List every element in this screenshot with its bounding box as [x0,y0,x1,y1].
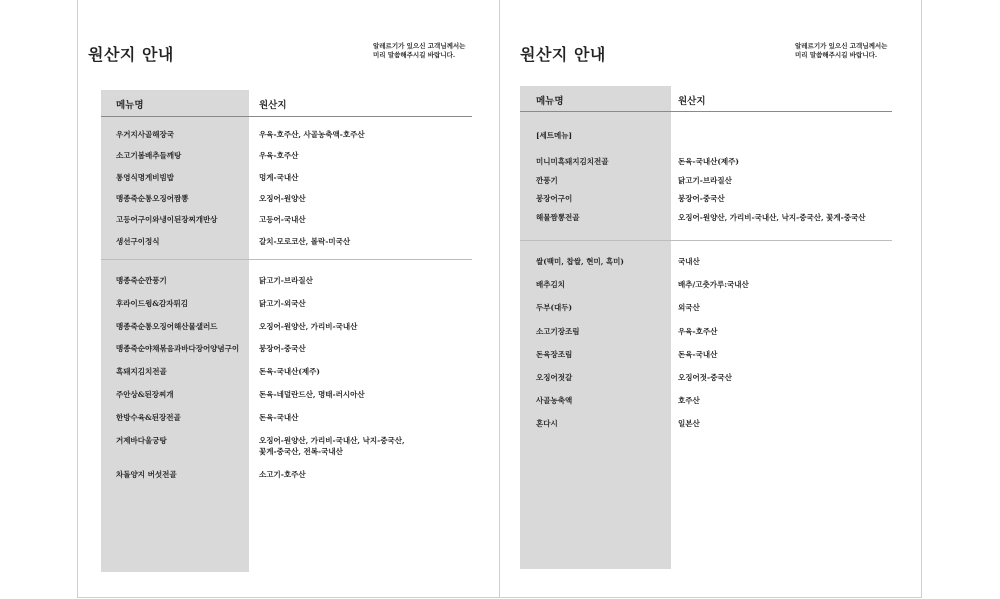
origin-text [678,256,700,267]
origin-column-header: 원산지 [678,96,706,107]
right-page [500,0,921,598]
menu-name: 배추김치 [536,280,565,290]
origin-line: 우육-호주산, 사골농축액-호주산 [259,130,365,139]
origin-line: 돈육-국내산 [259,412,299,422]
origin-line: 붕장어-중국산 [259,344,306,354]
origin-text [259,412,298,423]
origin-line: 호주산 [678,396,700,406]
header-divider [101,116,472,117]
group-divider [520,240,892,241]
header-divider [520,111,892,112]
origin-text [678,212,866,223]
origin-line: 일본산 [678,419,700,429]
menu-name: 고등어구이와냉이된장찌개반상 [116,215,218,225]
menu-name: 혼다시 [536,419,558,429]
origin-column-header: 원산지 [259,100,287,111]
origin-line: 돈육-국내산(제주) [259,367,320,377]
page-title: 원산지 안내 [88,45,174,64]
origin-text [678,156,739,167]
menu-name: 사골농축액 [536,396,573,406]
origin-text [259,236,350,247]
menu-name: 거제바다울궁탕 [116,435,167,445]
menu-name: 두부(대두) [536,303,573,313]
origin-text [259,275,313,286]
origin-line: 갈치-모로코산, 볼락-미국산 [259,236,351,246]
origin-text [678,279,749,290]
origin-text [678,326,717,337]
allergy-notice [373,42,503,60]
origin-text [259,366,320,377]
menu-name: 한방수육&된장전골 [116,412,181,422]
menu-name: 맹종죽순통오징어해산물샐러드 [116,321,218,331]
origin-text [678,372,732,383]
menu-name: 맹종죽순통오징어짬뽕 [116,193,189,203]
origin-line: 오징어-원양산, 가리비-국내산, 낙지-중국산, 꽃게-중국산 [678,213,866,223]
menu-name: 깐풍기 [536,175,558,185]
origin-text [678,302,700,313]
menu-name: 미니미흑돼지김치전골 [536,157,609,166]
menu-name: 생선구이정식 [116,236,160,246]
menu-name: 돈육장조림 [536,349,573,359]
origin-line: 우육-호주산 [259,151,299,161]
origin-text [259,214,306,225]
origin-text [259,298,306,309]
origin-line: 오징어-원양산, 가리비-국내산, 낙지-중국산, [259,435,405,445]
menu-name: 우거지사골해장국 [116,130,174,139]
notice-line: 미리 말씀해주시길 바랍니다. [373,51,456,59]
menu-name: 소고기봄배추들깨탕 [116,151,182,161]
origin-text [678,175,732,186]
origin-line: 오징어젓-중국산 [678,373,732,382]
origin-line: 소고기-호주산 [259,470,306,480]
origin-line: 돈육-국내산(제주) [678,157,739,166]
origin-text [678,193,725,204]
notice-line: 알레르기가 있으신 고객님께서는 [373,42,466,50]
menu-name: 흑돼지김치전골 [116,367,167,377]
origin-line: 닭고기-외국산 [259,298,306,308]
menu-name: 차돌양지 버섯전골 [116,470,177,480]
menu-name: 맹종죽순깐풍기 [116,276,167,285]
origin-text [259,343,306,354]
menu-name: 오징어젓갈 [536,373,573,382]
origin-line: 돈육-네덜란드산, 명태-러시아산 [259,390,365,399]
notice-line: 미리 말씀해주시길 바랍니다. [795,51,878,59]
origin-text [259,321,357,332]
origin-line: 멍게-국내산 [259,172,299,182]
origin-line: 돈육-국내산 [678,349,718,359]
origin-text [259,389,365,400]
origin-line: 오징어-원양산 [259,193,306,203]
menu-name: 쌀(백미, 찹쌀, 현미, 흑미) [536,257,624,266]
menu-name: 통영식명게비빔밥 [116,172,174,182]
origin-text [259,193,306,204]
group-divider [101,259,472,260]
page-title: 원산지 안내 [520,45,606,64]
menu-name: 주안상&된장찌개 [116,390,174,399]
notice-line: 알레르기가 있으신 고객님께서는 [795,42,888,50]
origin-text [259,129,365,140]
origin-line: 우육-호주산 [678,326,718,336]
origin-text [259,150,298,161]
menu-name: 붕장어구이 [536,194,573,204]
allergy-notice [795,42,925,60]
origin-text [678,418,700,429]
origin-line: 배추/고춧가루:국내산 [678,280,749,290]
left-page [78,0,499,598]
menu-name: 후라이드윙&감자튀김 [116,298,188,308]
origin-text [678,395,700,406]
origin-line: 닭고기-브라질산 [259,276,313,285]
origin-text [259,172,298,183]
menu-name: 해물짬뽕전골 [536,213,580,223]
origin-line: 외국산 [678,303,700,313]
origin-line: 오징어-원양산, 가리비-국내산 [259,321,358,331]
origin-line: 닭고기-브라질산 [678,175,732,185]
origin-line: 꽃게-중국산, 전복-국내산 [259,446,343,456]
origin-text [259,469,306,480]
origin-line: 국내산 [678,257,700,266]
set-menu-label-text: [세트메뉴] [536,131,573,140]
menu-name: 소고기장조림 [536,326,580,336]
menu-column-header: 메뉴명 [116,100,144,111]
origin-text [678,349,717,360]
origin-text [259,435,405,457]
menu-name: 맹종죽순야채볶음과바다장어양념구이 [116,344,240,354]
origin-line: 고등어-국내산 [259,215,306,225]
menu-column-header: 메뉴명 [536,96,564,107]
origin-line: 붕장어-중국산 [678,194,725,204]
